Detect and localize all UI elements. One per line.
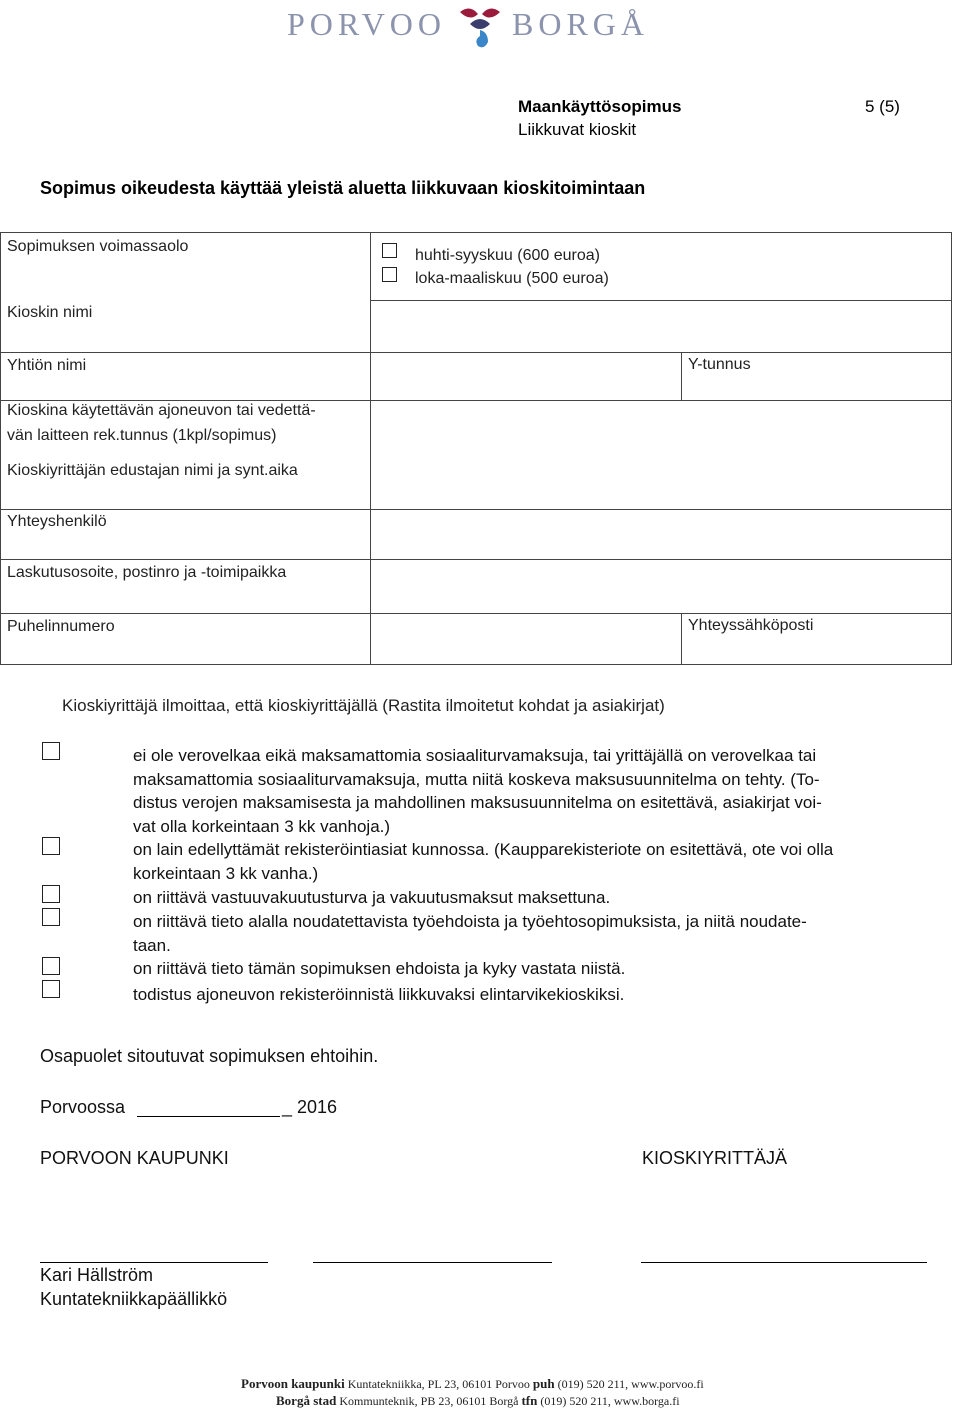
vehicle-label-line2: vän laitteen rek.tunnus (1kpl/sopimus) — [7, 427, 277, 444]
year-text: _ 2016 — [282, 1097, 338, 1117]
city-crest-logo — [456, 2, 504, 52]
option-winter-label: loka-maaliskuu (500 euroa) — [415, 270, 609, 287]
footer-sv-phone-label: tfn — [521, 1393, 538, 1408]
item-tax-debt — [133, 744, 955, 838]
vehicle-label-line1: Kioskina käytettävän ajoneuvon tai vedettä- — [7, 402, 316, 419]
page-number: 5 (5) — [865, 97, 900, 116]
vehicle-field[interactable] — [370, 400, 952, 510]
phone-number-field[interactable] — [370, 613, 682, 665]
item-tax-debt-line4: vat olla korkeintaan 3 kk vanhoja.) — [133, 816, 391, 836]
footer-sv-org: Borgå stad — [276, 1393, 337, 1408]
footer-sv-address: Kommunteknik, PB 23, 06101 Borgå — [339, 1394, 519, 1408]
checkbox-summer[interactable] — [382, 243, 397, 258]
checkbox-vehicle-certificate[interactable] — [42, 980, 60, 998]
business-id-label: Y-tunnus — [688, 356, 751, 373]
contact-person-label: Yhteyshenkilö — [7, 513, 107, 530]
signature-line-kiosk[interactable] — [641, 1262, 927, 1263]
signature-line-middle[interactable] — [313, 1262, 552, 1263]
party-city: PORVOON KAUPUNKI — [40, 1148, 229, 1168]
checkbox-winter[interactable] — [382, 267, 397, 282]
representative-label: Kioskiyrittäjän edustajan nimi ja synt.aika — [7, 462, 298, 479]
option-summer-label: huhti-syyskuu (600 euroa) — [415, 247, 600, 264]
party-kiosk: KIOSKIYRITTÄJÄ — [642, 1148, 788, 1168]
item-registration-line1: on lain edellyttämät rekisteröintiasiat kunnossa. (Kaupparekisteriote on esitettävä, ote voi olla — [133, 840, 834, 859]
phone-number-label: Puhelinnumero — [7, 618, 115, 635]
signer-name: Kari Hällström — [40, 1265, 154, 1285]
footer-fi-phone-label: puh — [532, 1376, 555, 1391]
document-subtitle: Liikkuvat kioskit — [518, 120, 637, 139]
date-line[interactable] — [137, 1116, 280, 1117]
checkbox-work-terms[interactable] — [42, 908, 60, 926]
item-tax-debt-line2: maksamattomia sosiaaliturvamaksuja, mutta niitä koskeva maksusuunnitelma on tehty. (To- — [133, 769, 820, 789]
checkbox-no-tax-debt[interactable] — [42, 742, 60, 760]
footer-sv-phone: (019) 520 211, www.borga.fi — [540, 1394, 680, 1408]
checkbox-contract-terms[interactable] — [42, 957, 60, 975]
checkbox-registration[interactable] — [42, 837, 60, 855]
signature-line-city[interactable] — [40, 1262, 268, 1263]
footer-fi-org: Porvoon kaupunki — [241, 1376, 345, 1391]
email-label: Yhteyssähköposti — [688, 617, 814, 634]
logo-text-porvoo: PORVOO — [287, 6, 447, 42]
commitment-text: Osapuolet sitoutuvat sopimuksen ehtoihin. — [40, 1046, 379, 1066]
declaration-intro: Kioskiyrittäjä ilmoittaa, että kioskiyrittäjällä (Rastita ilmoitetut kohdat ja asiakirjat) — [62, 696, 665, 715]
company-name-field[interactable] — [370, 352, 682, 401]
agreement-form — [0, 232, 952, 665]
checkbox-insurance[interactable] — [42, 885, 60, 903]
footer-finnish — [241, 1376, 704, 1392]
item-registration — [133, 838, 955, 885]
contact-person-field[interactable] — [370, 509, 952, 560]
item-work-terms-line1: on riittävä tieto alalla noudatettavista työehdoista ja työehtosopimuksista, ja niitä noudate- — [133, 912, 807, 931]
item-contract-terms: on riittävä tieto tämän sopimuksen ehdoista ja kyky vastata niistä. — [133, 959, 626, 978]
billing-address-label: Laskutusosoite, postinro ja -toimipaikka — [7, 564, 287, 581]
place-label: Porvoossa — [40, 1097, 126, 1117]
item-registration-line2: korkeintaan 3 kk vanha.) — [133, 863, 319, 883]
document-type: Maankäyttösopimus — [518, 97, 682, 116]
signer-title: Kuntatekniikkapäällikkö — [40, 1289, 228, 1309]
validity-label: Sopimuksen voimassaolo — [7, 238, 189, 255]
billing-address-field[interactable] — [370, 559, 952, 614]
kiosk-name-field[interactable] — [370, 300, 952, 353]
item-work-terms-line2: taan. — [133, 935, 171, 955]
kiosk-name-label: Kioskin nimi — [7, 304, 93, 321]
item-tax-debt-line1: ei ole verovelkaa eikä maksamattomia sosiaaliturvamaksuja, tai yrittäjällä on verovelkaa tai — [133, 746, 817, 765]
company-name-label: Yhtiön nimi — [7, 357, 87, 374]
logo-text-borga: BORGÅ — [512, 6, 650, 42]
footer-swedish — [276, 1393, 680, 1409]
footer-fi-address: Kuntatekniikka, PL 23, 06101 Porvoo — [347, 1377, 530, 1391]
item-vehicle-certificate: todistus ajoneuvon rekisteröinnistä liikkuvaksi elintarvikekioskiksi. — [133, 985, 625, 1004]
page-title: Sopimus oikeudesta käyttää yleistä aluetta liikkuvaan kioskitoimintaan — [40, 178, 646, 198]
footer-fi-phone: (019) 520 211, www.porvoo.fi — [557, 1377, 704, 1391]
item-tax-debt-line3: distus verojen maksamisesta ja mahdollinen maksusuunnitelma on esitettävä, asiakirjat voi- — [133, 793, 822, 812]
item-work-terms — [133, 910, 955, 957]
item-insurance: on riittävä vastuuvakuutusturva ja vakuutusmaksut maksettuna. — [133, 888, 611, 907]
